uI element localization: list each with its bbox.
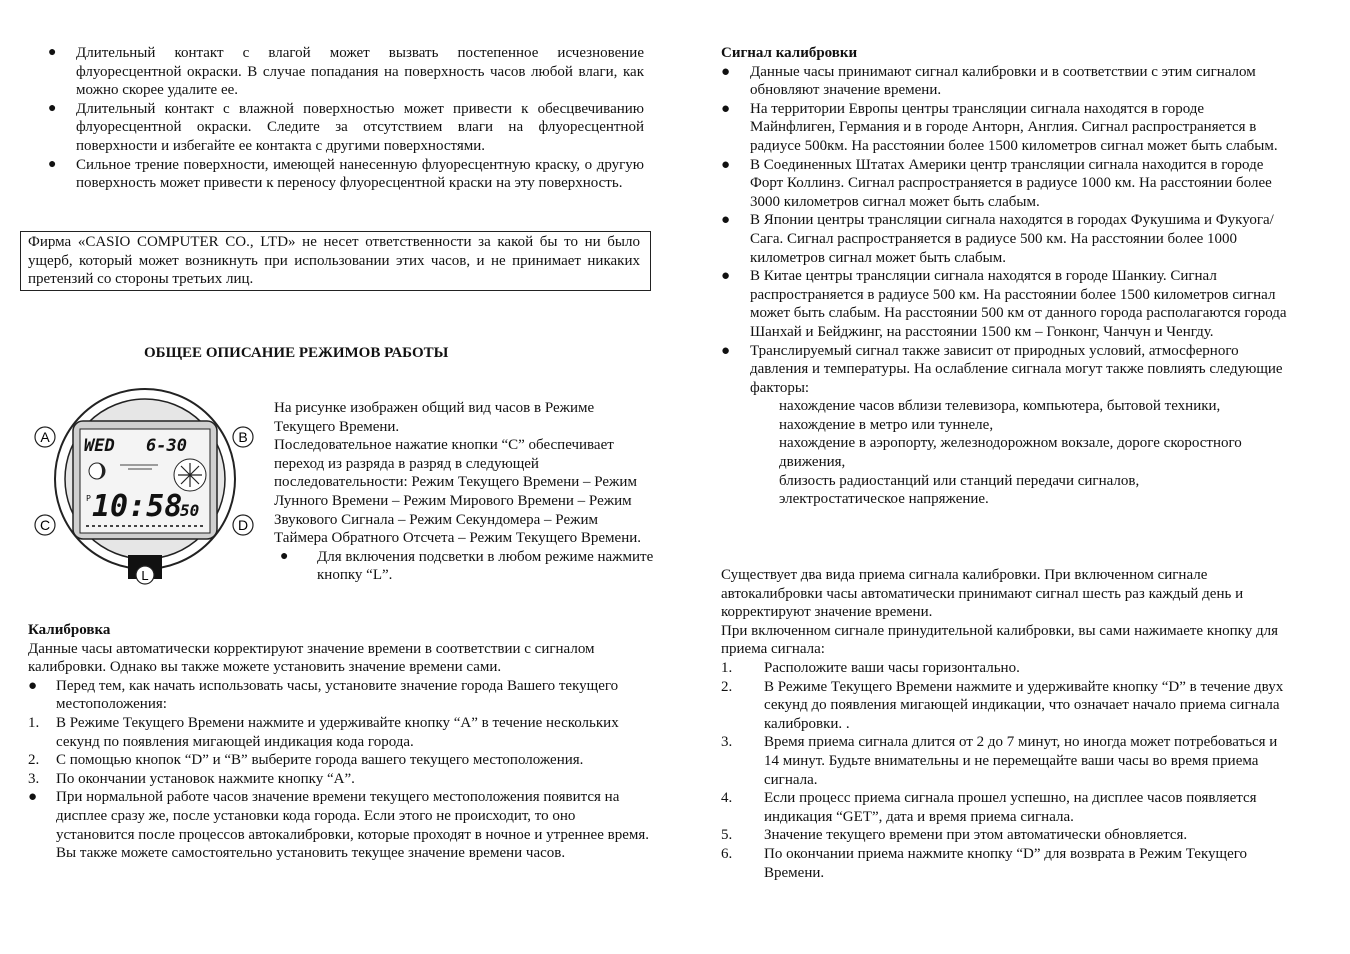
numbered-step: 1. В Режиме Текущего Времени нажмите и удерживайте кнопку “A” в течение нескольких секунд по появления мигающей индикация кода города. — [28, 714, 619, 750]
list-item: ● Транслируемый сигнал также зависит от природных условий, атмосферного давления и температуры. На ослабление сигнала могут также повлиять следующие факторы: — [721, 342, 1283, 396]
signal-section — [721, 44, 1287, 509]
numbered-step: 2. С помощью кнопок “D” и “B” выберите города вашего текущего местоположения. — [28, 752, 584, 769]
bullet-icon: ● — [721, 100, 731, 117]
section-title-modes: ОБЩЕЕ ОПИСАНИЕ РЕЖИМОВ РАБОТЫ — [144, 345, 449, 361]
numbered-step: 1. Расположите ваши часы горизонтально. — [721, 659, 1020, 676]
bullet-icon: ● — [48, 156, 57, 172]
svg-text:C: C — [39, 517, 51, 533]
time-readout: 10:58 — [92, 489, 183, 524]
numbered-step: 5. Значение текущего времени при этом автоматически обновляется. — [721, 827, 1188, 844]
list-item: ● Для включения подсветки в любом режиме нажмите кнопку “L”. — [280, 548, 654, 584]
list-item: ● Перед тем, как начать использовать часы, установите значение города Вашего текущего местоположения: — [28, 677, 619, 713]
bullet-icon: ● — [48, 45, 57, 60]
button-l — [136, 566, 154, 584]
bullet-icon: ● — [721, 268, 731, 285]
list-item: ● В Китае центры трансляции сигнала находятся в городе Шанкиу. Сигнал распространяется в радиусе 500 км. На расстоянии более 1500 километров сигнал может быть слабым. На расстоянии 500 км от данного города располагаются города Шанхай и Бейджинг, на расстоянии 1500 км – Гонконг, Чанчун и Ченгду. — [721, 268, 1287, 340]
receive-section: Существует два вида приема сигнала калибровки. При включенном сигнале автокалибровки часы автоматически принимают сигнал шесть раз каждый день и корректируют значение времени. При включенном сигнале принудительной калибровки, вы сами нажимаете кнопку для приема сигнала: 1. Расположите ваши часы горизонтально. 2. В Режиме Текущего Времени нажмите и удерживайте кнопку “D” в течение двух секунд до появления мигающей индикации, что означает начало приема сигнала калибровки. . 3. Время приема сигнала длится от 2 до 7 минут, но иногда может потребоваться и 14 минут. Будьте внимательны и не перемещайте ваши часы во время приема сигнала. 4. Если процесс приема сигнала прошел успешно, на дисплее часов появляется индикация “GET”, дата и время приема сигнала. 5. Значение текущего времени при этом автоматически обновляется. 6. По окончании приема нажмите кнопку “D” для возврата в Режим Текущего Времени. — [721, 566, 1287, 882]
button-a — [35, 427, 55, 447]
numbered-step: 2. В Режиме Текущего Времени нажмите и удерживайте кнопку “D” в течение двух секунд до появления мигающей индикации, что означает начало приема сигнала калибровки. . — [721, 678, 1284, 732]
bullet-icon: ● — [721, 342, 731, 359]
list-item: ● На территории Европы центры трансляции сигнала находятся в городе Майнфлиген, Германия и в городе Анторн, Англия. Сигнал распространяется в радиусе 500км. На расстоянии более 1500 километров сигнал может быть слабым. — [721, 100, 1278, 154]
button-c — [35, 515, 55, 535]
numbered-step: 3. Время приема сигнала длится от 2 до 7 минут, но иногда может потребоваться и 14 минут. Будьте внимательны и не перемещайте ваши часы во время приема сигнала. — [721, 734, 1278, 788]
bullet-icon: ● — [28, 789, 38, 806]
factor-item: нахождение в метро или туннеле, — [779, 416, 994, 433]
bullet-icon: ● — [721, 63, 731, 80]
care-bullet-list — [48, 44, 644, 193]
disclaimer-box: Фирма «CASIO COMPUTER CO., LTD» не несет ответственности за какой бы то ни было ущерб, который может возникнуть при использовании этих часов, и не принимает никаких претензий со стороны третьих лиц. — [20, 231, 651, 291]
list-item: ● В Японии центры трансляции сигнала находятся в городах Фукушима и Фукуога/Сага. Сигнал распространяется в радиусе 500 км. На расстоянии более 1000 километров сигнал может быть слабым. — [721, 212, 1274, 266]
bullet-icon: ● — [48, 100, 57, 116]
numbered-step: 6. По окончании приема нажмите кнопку “D” для возврата в Режим Текущего Времени. — [721, 845, 1248, 881]
factor-item: нахождение в аэропорту, железнодорожном вокзале, дороге скоростного движения, — [779, 435, 1242, 471]
svg-text:B: B — [238, 429, 248, 445]
bullet-icon: ● — [721, 212, 731, 229]
watch-illustration — [28, 383, 258, 588]
list-item: ● Длительный контакт с влагой может вызвать постепенное исчезновение флуоресцентной окраски. В случае попадания на поверхность часов любой влаги, как можно скорее удалите ее. — [48, 45, 644, 99]
svg-text:D: D — [237, 517, 249, 533]
button-d — [233, 515, 253, 535]
list-item: ● Сильное трение поверхности, имеющей нанесенную флуоресцентную краску, о другую поверхность может привести к переносу флуоресцентной краски на эту поверхность. — [48, 156, 644, 192]
seconds-readout: 50 — [180, 501, 200, 520]
factor-item: нахождение часов вблизи телевизора, компьютера, бытовой техники, — [779, 398, 1221, 415]
numbered-step: 4. Если процесс приема сигнала прошел успешно, на дисплее часов появляется индикация “GET”, дата и время приема сигнала. — [721, 790, 1257, 825]
svg-text:P: P — [86, 494, 91, 503]
svg-text:L: L — [141, 568, 149, 583]
factor-item: близость радиостанций или станций передачи сигналов, — [779, 472, 1140, 489]
list-item: ● В Соединенных Штатах Америки центр трансляции сигнала находится в городе Форт Коллинз. Сигнал распространяется в радиусе 1000 км. На расстоянии более 3000 километров сигнал может быть слабым. — [721, 156, 1272, 210]
day-readout: WED — [84, 436, 115, 456]
calibration-section: Калибровка Данные часы автоматически корректируют значение времени в соответствии с сигналом калибровки. Однако вы также можете установить значение времени сами. ● Перед тем, как начать использовать часы, установите значение города Вашего текущего местоположения: 1. В Режиме Текущего Времени нажмите и удерживайте кнопку “A” в течение нескольких секунд по появления мигающей индикация кода города. 2. С помощью кнопок “D” и “B” выберите города вашего текущего местоположения. 3. По окончании установок нажмите кнопку “A”. ● При нормальной работе часов значение времени текущего местоположения появится на дисплее сразу же, после установки кода города. Если этого не происходит, то оно установится после процессов автокалибровки, которые проходят в ночное и утреннее время. Вы также можете самостоятельно установить текущее значение времени часов. — [28, 621, 652, 863]
bullet-icon: ● — [28, 677, 38, 694]
factor-item: электростатическое напряжение. — [779, 491, 989, 508]
bullet-icon: ● — [280, 548, 289, 564]
list-item: ● Данные часы принимают сигнал калибровки и в соответствии с этим сигналом обновляют значение времени. — [721, 63, 1256, 99]
modes-description: На рисунке изображен общий вид часов в Режиме Текущего Времени. Последовательное нажатие кнопки “С” обеспечивает переход из разряда в разряд в следующей последовательности: Режим Текущего Времени – Режим Лунного Времени – Режим Мирового Времени – Режим Звукового Сигнала – Режим Секундомера – Режим Таймера Обратного Отсчета – Режим Текущего Времени. ● Для включения подсветки в любом режиме нажмите кнопку “L”. — [274, 400, 654, 584]
section-title-signal: Сигнал калибровки — [721, 45, 858, 61]
list-item: ● Длительный контакт с влажной поверхностью может привести к обесцвечиванию флуоресцентной окраски. Следите за отсутствием влаги на флуоресцентной поверхности и избегайте ее контакта с другими поверхностями. — [48, 100, 644, 154]
svg-text:A: A — [40, 429, 50, 445]
bullet-icon: ● — [721, 156, 731, 173]
list-item: ● При нормальной работе часов значение времени текущего местоположения появится на дисплее сразу же, после установки кода города. Если этого не происходит, то оно установится после процессов автокалибровки, которые проходят в ночное и утреннее время. Вы также можете самостоятельно установить текущее значение времени часов. — [28, 789, 650, 862]
section-title-calibration: Калибровка — [28, 622, 111, 638]
date-readout: 6-30 — [146, 436, 187, 456]
numbered-step: 3. По окончании установок нажмите кнопку “A”. — [28, 770, 355, 787]
button-b — [233, 427, 253, 447]
